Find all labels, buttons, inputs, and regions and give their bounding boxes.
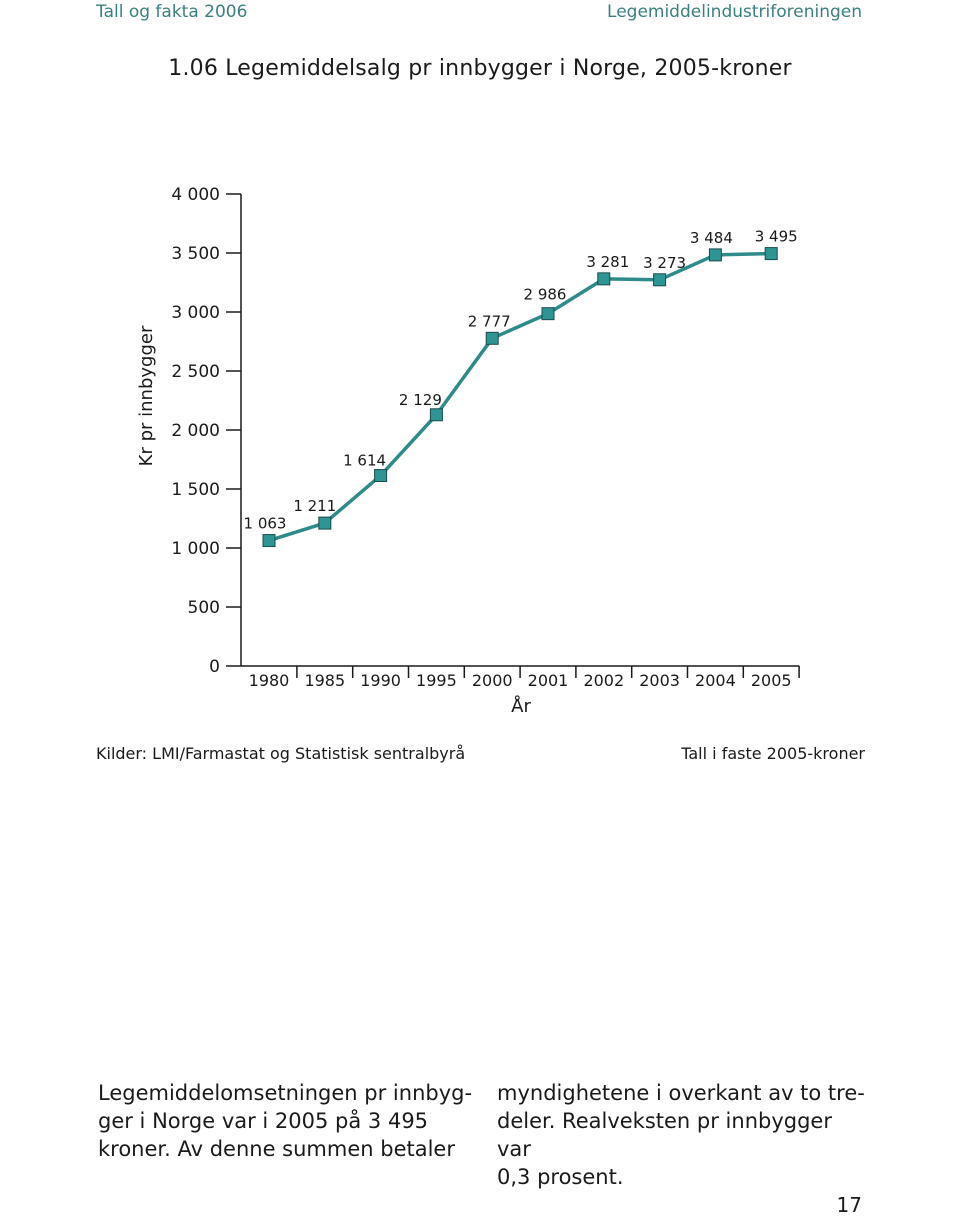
body-line: kroner. Av denne summen betaler [98, 1137, 455, 1161]
data-point [654, 274, 666, 286]
x-tick-label: 1985 [304, 671, 346, 690]
y-tick-label: 1 000 [171, 539, 220, 559]
y-tick-label: 500 [187, 598, 220, 618]
body-line: 0,3 prosent. [497, 1165, 624, 1189]
y-tick-label: 3 000 [171, 303, 220, 323]
body-text-column-2 [497, 1079, 872, 1191]
data-point [598, 273, 610, 285]
x-tick-label: 2005 [750, 671, 792, 690]
data-point [709, 249, 721, 261]
data-point [542, 308, 554, 320]
data-label: 1 063 [243, 514, 287, 533]
data-label: 3 273 [643, 253, 687, 272]
y-tick-label: 0 [209, 657, 220, 677]
y-tick-label: 4 000 [171, 185, 220, 205]
body-line: ger i Norge var i 2005 på 3 495 [98, 1109, 429, 1133]
page-number: 17 [836, 1193, 862, 1217]
body-line: Legemiddelomsetningen pr innbyg- [98, 1081, 473, 1105]
body-line: deler. Realveksten pr innbygger var [497, 1109, 832, 1161]
data-point [765, 248, 777, 260]
header-organization: Legemiddelindustriforeningen [607, 2, 862, 22]
data-point [486, 332, 498, 344]
data-label: 2 129 [398, 390, 442, 409]
x-tick-label: 2002 [583, 671, 625, 690]
data-point [319, 517, 331, 529]
y-tick-label: 1 500 [171, 480, 220, 500]
units-note: Tall i faste 2005-kroner [681, 744, 865, 763]
x-tick-label: 1980 [248, 671, 290, 690]
x-tick-label: 2000 [471, 671, 513, 690]
data-label: 1 614 [343, 451, 387, 470]
chart-title: 1.06 Legemiddelsalg pr innbygger i Norge, 2005-kroner [168, 56, 792, 81]
body-line: myndighetene i overkant av to tre- [497, 1081, 865, 1105]
header-publication-title: Tall og fakta 2006 [96, 2, 248, 22]
x-tick-label: 1995 [416, 671, 457, 690]
x-tick-label: 2001 [527, 671, 569, 690]
x-axis [241, 666, 799, 690]
data-point [263, 535, 275, 547]
data-point [430, 409, 442, 421]
y-axis [171, 185, 241, 677]
data-label: 2 986 [523, 285, 567, 304]
data-point [375, 470, 387, 482]
y-tick-label: 2 000 [171, 421, 220, 441]
source-note: Kilder: LMI/Farmastat og Statistisk sentralbyrå [96, 744, 466, 763]
data-label: 3 281 [586, 252, 630, 271]
data-label: 3 495 [754, 227, 798, 246]
body-text-column-1 [98, 1079, 473, 1163]
series-line [269, 254, 771, 541]
x-axis-label: År [511, 696, 531, 717]
series [244, 228, 798, 547]
y-axis-label: Kr pr innbygger [136, 325, 157, 467]
data-label: 1 211 [293, 497, 337, 516]
x-tick-label: 2003 [639, 671, 680, 690]
x-tick-label: 2004 [695, 671, 736, 690]
x-tick-label: 1990 [360, 671, 401, 690]
y-tick-label: 3 500 [171, 244, 220, 264]
data-label: 2 777 [467, 312, 511, 331]
data-label: 3 484 [689, 228, 733, 247]
y-tick-label: 2 500 [171, 362, 220, 382]
